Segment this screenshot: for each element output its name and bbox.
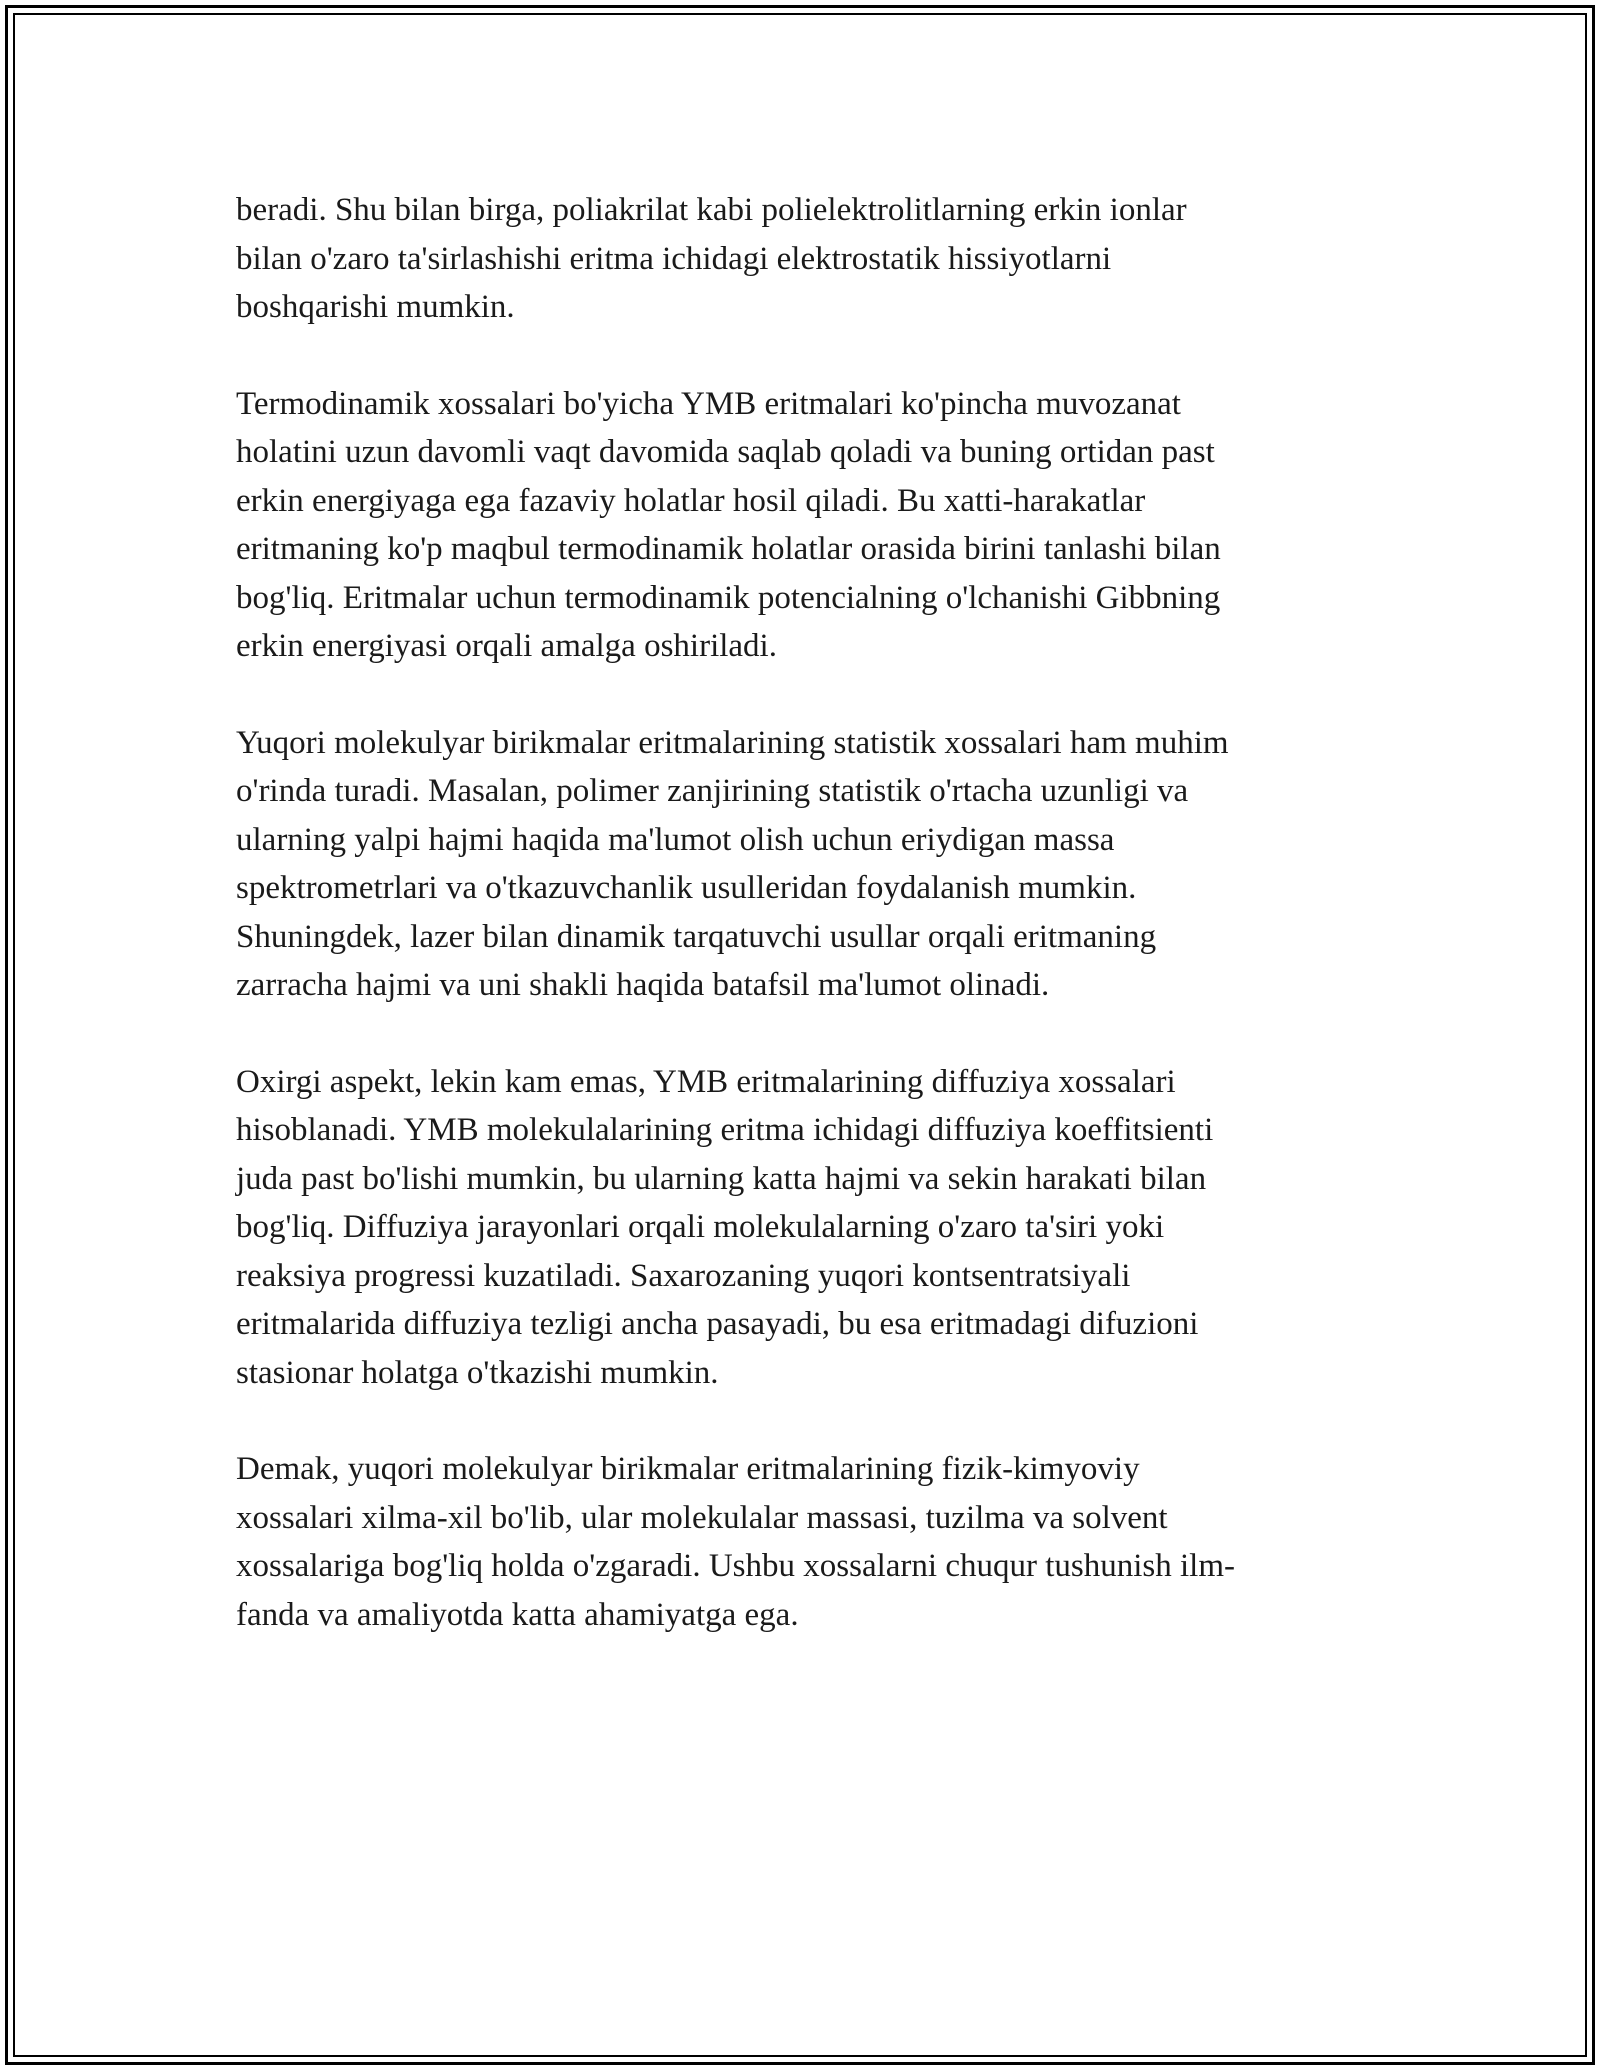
paragraph: Oxirgi aspekt, lekin kam emas, YMB eritmalarining diffuziya xossalari hisoblanadi. YMB molekulalarining eritma ichidagi diffuziya koeffitsienti juda past bo'lishi mumkin, bu ularning katta hajmi va sekin harakati bilan bog'liq. Diffuziya jarayonlari orqali molekulalarning o'zaro ta'siri yoki reaksiya progressi kuzatiladi. Saxarozaning yuqori kontsentratsiyali eritmalarida diffuziya tezligi ancha pasayadi, bu esa eritmadagi difuzioni stasionar holatga o'tkazishi mumkin. [236, 1063, 1214, 1391]
document-body [236, 186, 1356, 1687]
paragraph: beradi. Shu bilan birga, poliakrilat kabi polielektrolitlarning erkin ionlar bilan o'zaro ta'sirlashishi eritma ichidagi elektrostatik hissiyotlarni boshqarishi mumkin. [236, 192, 1187, 325]
paragraph: Yuqori molekulyar birikmalar eritmalarining statistik xossalari ham muhim o'rinda turadi. Masalan, polimer zanjirining statistik o'rtacha uzunligi va ularning yalpi hajmi haqida ma'lumot olish uchun eriydigan massa spektrometrlari va o'tkazuvchanlik usulleridan foydalanish mumkin. Shuningdek, lazer bilan dinamik tarqatuvchi usullar orqali eritmaning zarracha hajmi va uni shakli haqida batafsil ma'lumot olinadi. [236, 724, 1229, 1003]
paragraph: Termodinamik xossalari bo'yicha YMB eritmalari ko'pincha muvozanat holatini uzun davomli vaqt davomida saqlab qoladi va buning ortidan past erkin energiyaga ega fazaviy holatlar hosil qiladi. Bu xatti-harakatlar eritmaning ko'p maqbul termodinamik holatlar orasida birini tanlashi bilan bog'liq. Eritmalar uchun termodinamik potencialning o'lchanishi Gibbning erkin energiyasi orqali amalga oshiriladi. [236, 385, 1221, 664]
paragraph: Demak, yuqori molekulyar birikmalar eritmalarining fizik-kimyoviy xossalari xilma-xil bo'lib, ular molekulalar massasi, tuzilma va solvent xossalariga bog'liq holda o'zgaradi. Ushbu xossalarni chuqur tushunish ilm- fanda va amaliyotda katta ahamiyatga ega. [236, 1451, 1235, 1633]
